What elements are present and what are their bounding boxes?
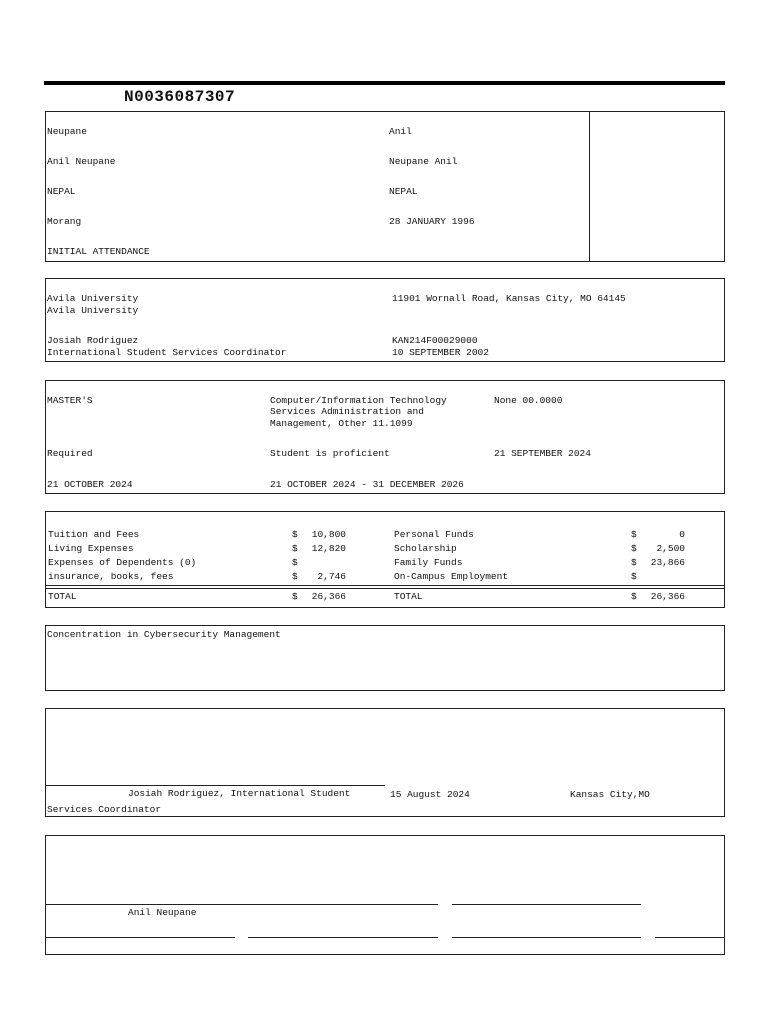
funding-amount: 0 [679, 529, 685, 540]
totals-rule-top [45, 585, 725, 586]
funding-label: Family Funds [394, 557, 463, 568]
school-signature-line [45, 785, 385, 786]
funding-amount: 23,866 [650, 557, 685, 568]
school-campus: Avila University [47, 305, 139, 316]
expense-label: insurance, books, fees [48, 571, 174, 582]
school-certification-place: Kansas City,MO [570, 789, 650, 800]
major-1-line-2: Services Administration and [270, 406, 424, 417]
expenses-total-label: TOTAL [48, 591, 77, 602]
student-info-box [45, 111, 725, 262]
school-official-title: International Student Services Coordinator [47, 347, 287, 358]
country-of-birth: NEPAL [47, 186, 76, 197]
funding-label: Personal Funds [394, 529, 474, 540]
expense-currency: $ [292, 543, 298, 554]
guardian-signature-line [45, 937, 235, 938]
earliest-admission: 21 SEPTEMBER 2024 [494, 448, 591, 459]
city-of-birth: Morang [47, 216, 82, 227]
funding-total-currency: $ [631, 591, 637, 602]
school-signer-line-2: Services Coordinator [47, 804, 162, 815]
english-required: Required [47, 448, 93, 459]
major-2: None 00.0000 [494, 395, 563, 406]
expense-amount: 2,746 [317, 571, 346, 582]
school-address: 11901 Wornall Road, Kansas City, MO 64145 [392, 293, 626, 304]
english-proficiency: Student is proficient [270, 448, 390, 459]
country-of-citizenship: NEPAL [389, 186, 418, 197]
expense-currency: $ [292, 529, 298, 540]
remarks-text: Concentration in Cybersecurity Management [47, 629, 281, 640]
expense-amount: 10,800 [311, 529, 346, 540]
school-certification-date: 15 August 2024 [390, 789, 470, 800]
photo-divider [589, 111, 590, 262]
date-of-birth: 28 JANUARY 1996 [389, 216, 475, 227]
funding-currency: $ [631, 571, 637, 582]
major-1-line-1: Computer/Information Technology [270, 395, 447, 406]
funding-currency: $ [631, 543, 637, 554]
top-rule [44, 81, 725, 85]
expense-currency: $ [292, 557, 298, 568]
funding-currency: $ [631, 529, 637, 540]
school-code: KAN214F00029000 [392, 335, 478, 346]
guardian-date-line [452, 937, 641, 938]
expenses-total-currency: $ [292, 591, 298, 602]
expense-currency: $ [292, 571, 298, 582]
expense-label: Tuition and Fees [48, 529, 140, 540]
passport-name: Neupane Anil [389, 156, 458, 167]
funding-amount: 2,500 [656, 543, 685, 554]
student-signer-name: Anil Neupane [128, 907, 197, 918]
expenses-total-amount: 26,366 [311, 591, 346, 602]
expense-label: Living Expenses [48, 543, 134, 554]
funding-total-label: TOTAL [394, 591, 423, 602]
approval-date: 10 SEPTEMBER 2002 [392, 347, 489, 358]
program-dates: 21 OCTOBER 2024 - 31 DECEMBER 2026 [270, 479, 464, 490]
start-date: 21 OCTOBER 2024 [47, 479, 133, 490]
given-name: Anil [389, 126, 412, 137]
student-signature-line [45, 904, 438, 905]
preferred-name: Anil Neupane [47, 156, 116, 167]
guardian-extra-line [655, 937, 725, 938]
school-signer-line-1: Josiah Rodriguez, International Student [128, 788, 351, 799]
surname: Neupane [47, 126, 87, 137]
major-1-line-3: Management, Other 11.1099 [270, 418, 413, 429]
totals-rule-bottom [45, 588, 725, 589]
funding-total-amount: 26,366 [650, 591, 685, 602]
funding-label: Scholarship [394, 543, 457, 554]
guardian-name-line [248, 937, 438, 938]
funding-currency: $ [631, 557, 637, 568]
student-date-line [452, 904, 641, 905]
funding-label: On-Campus Employment [394, 571, 509, 582]
expense-label: Expenses of Dependents (0) [48, 557, 197, 568]
school-name: Avila University [47, 293, 139, 304]
sevis-id: N0036087307 [124, 88, 236, 106]
expense-amount: 12,820 [311, 543, 346, 554]
school-official-name: Josiah Rodriguez [47, 335, 139, 346]
form-issue-reason: INITIAL ATTENDANCE [47, 246, 150, 257]
education-level: MASTER'S [47, 395, 93, 406]
